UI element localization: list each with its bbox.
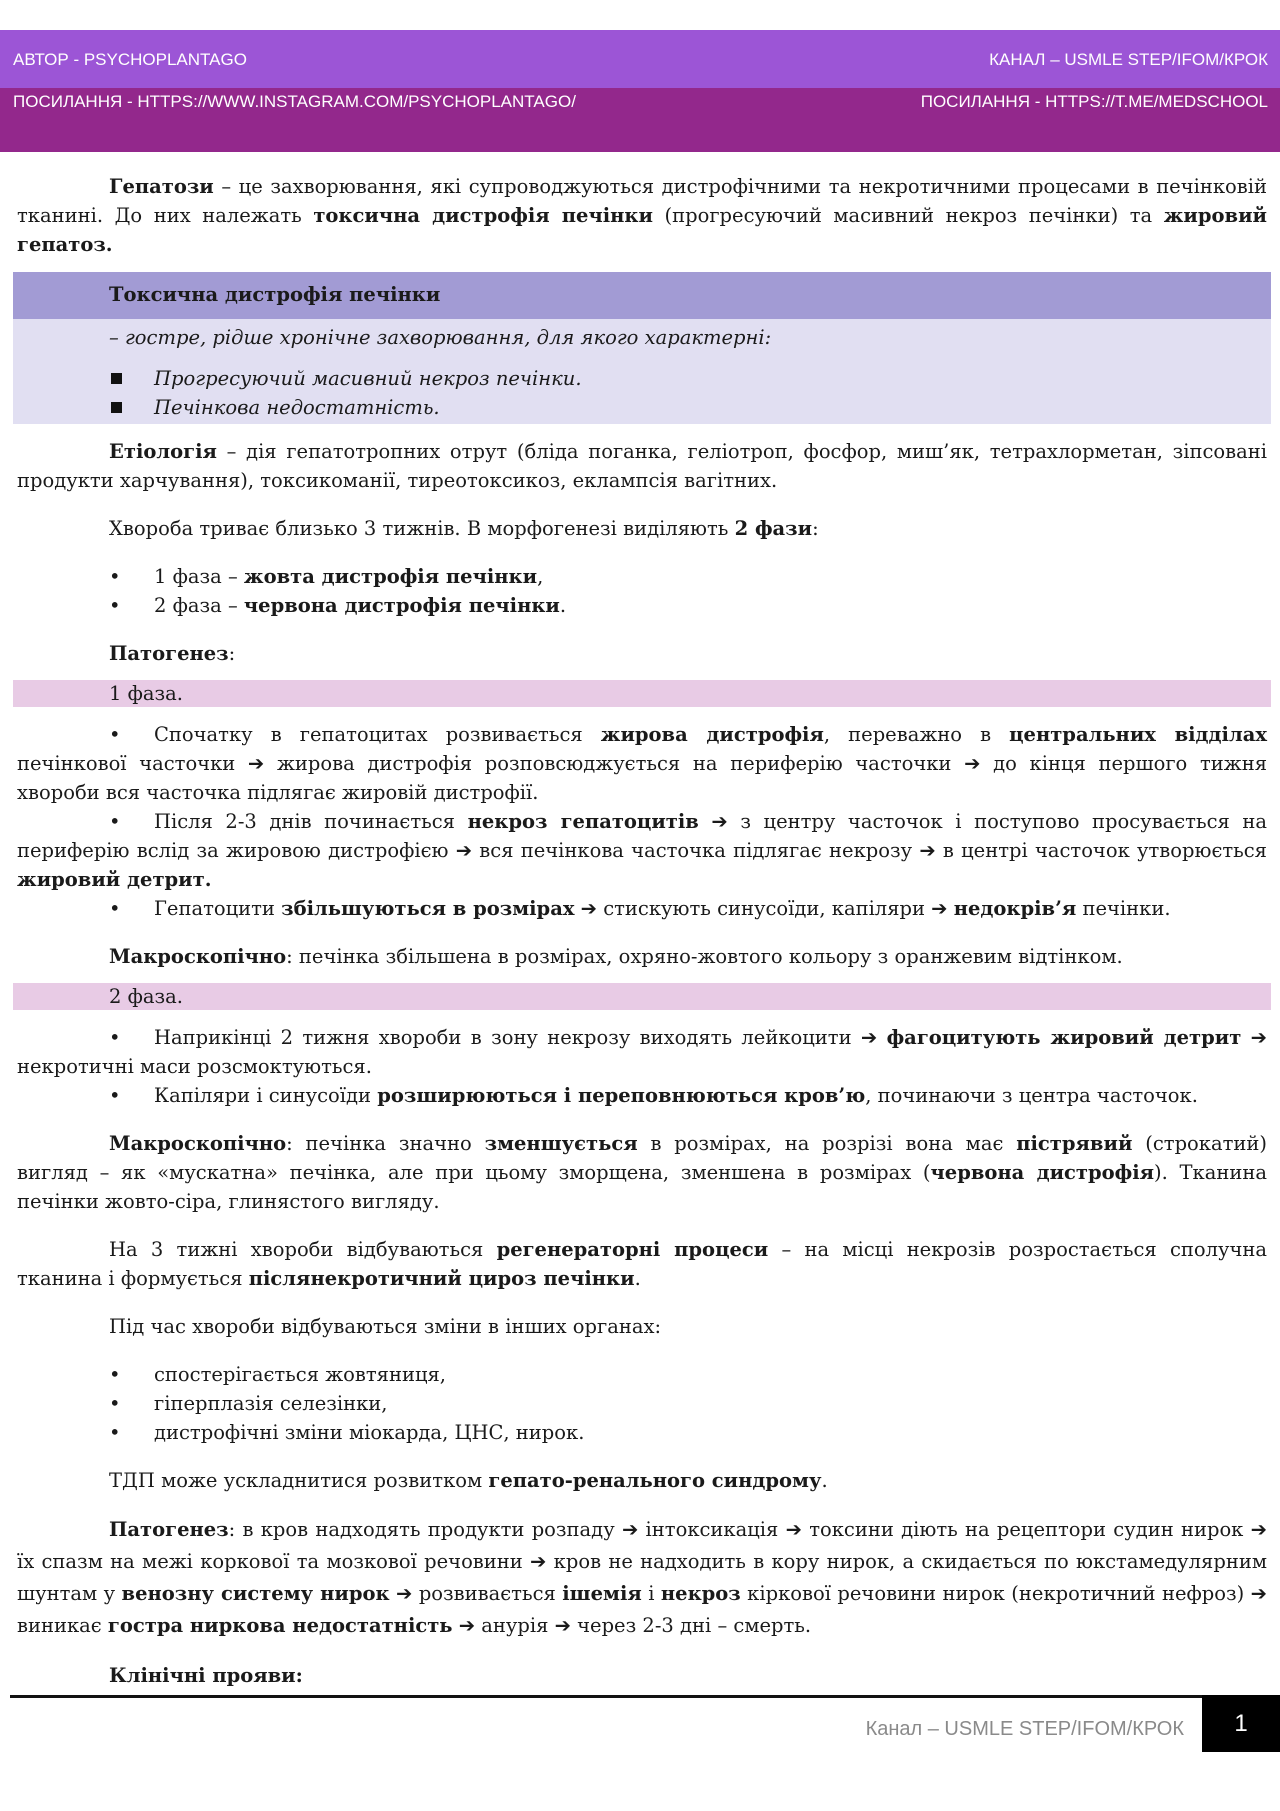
duration-paragraph: Хвороба триває близько 3 тижнів. В морфогенезі виділяють 2 фази: — [109, 517, 819, 540]
section-definition-band — [13, 319, 1271, 424]
footer-divider — [10, 1695, 1202, 1698]
header-author: АВТОР - PSYCHOPLANTAGO — [13, 50, 247, 69]
complication-paragraph: ТДП може ускладнитися розвитком гепато-ренального синдрому. — [109, 1469, 828, 1492]
etiology-paragraph: Етіологія – дія гепатотропних отрут (бліда поганка, геліотроп, фосфор, миш’як, тетрахлорметан, зіпсовані продукти харчування), токсикоманії, тиреотоксикоз, еклампсія вагітних. — [17, 440, 1267, 492]
intro-paragraph: Гепатози – це захворювання, які супроводжуються дистрофічними та некротичними процесами в печінковій тканині. До них належать токсична дистрофія печінки (прогресуючий масивний некроз печінки) та жировий гепатоз. — [17, 175, 1267, 256]
header-telegram-link[interactable]: ПОСИЛАННЯ - HTTPS://T.ME/MEDSCHOOL — [920, 92, 1268, 111]
other-organs-list — [17, 1360, 1267, 1447]
list-item: • 1 фаза – жовта дистрофія печінки, — [17, 562, 1267, 591]
pathogenesis2-paragraph: Патогенез: в кров надходять продукти розпаду ➔ інтоксикація ➔ токсини діють на рецептори судин нирок ➔ їх спазм на межі коркової та мозкової речовини ➔ кров не надходить в кору нирок, а скидається по юкстамедулярним шунтам у венозну систему нирок ➔ розвивається ішемія і некроз кіркової речовини нирок (некротичний нефроз) ➔ виникає гостра ниркова недостатність ➔ анурія ➔ через 2-3 дні – смерть. — [17, 1518, 1268, 1637]
section-definition: – гостре, рідше хронічне захворювання, для якого характерні: — [109, 326, 772, 349]
signs-list — [17, 364, 1267, 422]
section-title: Токсична дистрофія печінки — [109, 283, 441, 306]
section-title-band — [13, 272, 1271, 319]
phase1-macro: Макроскопічно: печінка збільшена в розмірах, охряно-жовтого кольору з оранжевим відтінком. — [109, 945, 1123, 968]
header-channel: КАНАЛ – USMLE STEP/IFOM/КРОК — [989, 50, 1268, 69]
phases-list — [17, 562, 1267, 620]
phase1-bullet-2: • Після 2-3 днів починається некроз гепатоцитів ➔ з центру часточок і поступово просувається на периферію вслід за жировою дистрофією ➔ вся печінкова часточка підлягає некрозу ➔ в центрі часточок утворюється жировий детрит. — [17, 810, 1267, 891]
phase1-bullet-3: • Гепатоцити збільшуються в розмірах ➔ стискують синусоїди, капіляри ➔ недокрів’я печінки. — [109, 897, 1171, 920]
footer-channel: Канал – USMLE STEP/IFOM/КРОК — [865, 1718, 1184, 1740]
pathogenesis-heading: Патогенез: — [109, 642, 236, 665]
list-item: • 2 фаза – червона дистрофія печінки. — [17, 591, 1267, 620]
list-item: • спостерігається жовтяниця, — [17, 1360, 1267, 1389]
phase2-band — [13, 983, 1271, 1010]
list-item: • гіперплазія селезінки, — [17, 1389, 1267, 1418]
list-item: • дистрофічні зміни міокарда, ЦНС, нирок. — [17, 1418, 1267, 1447]
week3-paragraph: На 3 тижні хвороби відбуваються регенераторні процеси – на місці некрозів розростається сполучна тканина і формується післянекротичний цироз печінки. — [17, 1238, 1267, 1290]
other-organs-intro: Під час хвороби відбуваються зміни в інших органах: — [109, 1315, 662, 1338]
clinical-heading: Клінічні прояви: — [109, 1664, 303, 1687]
header-top-bar — [0, 30, 1280, 88]
phase2-macro: Макроскопічно: печінка значно зменшується в розмірах, на розрізі вона має пістрявий (строкатий) вигляд – як «мускатна» печінка, але при цьому зморщена, зменшена в розмірах (червона дистрофія). Тканина печінки жовто-сіра, глинястого вигляду. — [17, 1132, 1267, 1213]
phase2-bullet-2: • Капіляри і синусоїди розширюються і переповнюються кров’ю, починаючи з центра часточок. — [109, 1084, 1198, 1107]
phase2-label: 2 фаза. — [109, 985, 183, 1008]
phase1-label: 1 фаза. — [109, 682, 183, 705]
page-number: 1 — [1202, 1695, 1280, 1752]
header-bottom-bar — [0, 88, 1280, 152]
list-item: Печінкова недостатність. — [17, 393, 1267, 422]
phase2-bullet-1: • Наприкінці 2 тижня хвороби в зону некрозу виходять лейкоцити ➔ фагоцитують жировий детрит ➔ некротичні маси розсмоктуються. — [17, 1026, 1267, 1078]
document-body — [17, 172, 1267, 1690]
header-instagram-link[interactable]: ПОСИЛАННЯ - HTTPS://WWW.INSTAGRAM.COM/PSYCHOPLANTAGO/ — [13, 92, 576, 111]
intro-term: Гепатози — [109, 175, 214, 198]
list-item: Прогресуючий масивний некроз печінки. — [17, 364, 1267, 393]
phase1-bullet-1: • Спочатку в гепатоцитах розвивається жирова дистрофія, переважно в центральних відділах печінкової часточки ➔ жирова дистрофія розповсюджується на периферію часточки ➔ до кінця першого тижня хвороби вся часточка підлягає жировій дистрофії. — [17, 723, 1267, 804]
phase1-band — [13, 680, 1271, 707]
